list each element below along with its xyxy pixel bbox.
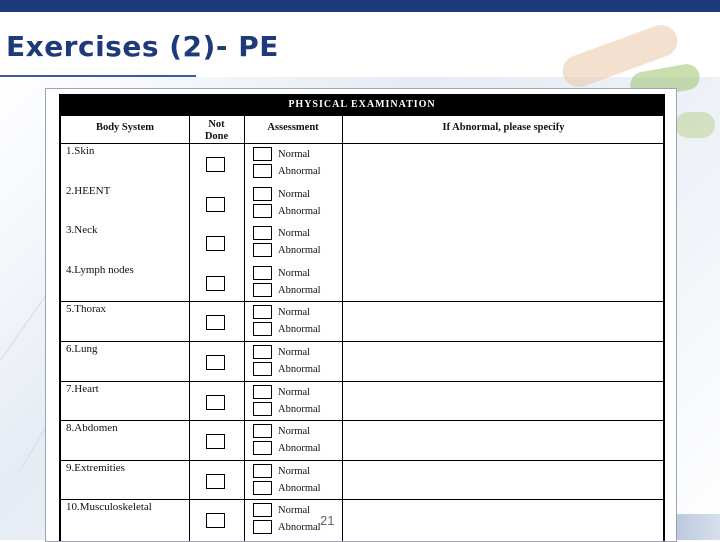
table-row [61,460,663,500]
abnormal-checkbox[interactable] [253,204,272,218]
normal-option-label: Normal [278,267,311,279]
row-divider [61,301,663,302]
normal-option-label: Normal [278,465,311,477]
not-done-checkbox[interactable] [206,197,225,212]
normal-option-label: Normal [278,386,311,398]
normal-option-label: Normal [278,307,311,319]
not-done-checkbox[interactable] [206,513,225,528]
row-divider [61,341,663,342]
not-done-checkbox[interactable] [206,434,225,449]
column-header-body-system: Body System [95,122,155,133]
body-system-label: 7.Heart [66,382,99,395]
table-row [61,262,663,302]
body-system-label: 1.Skin [66,145,95,157]
not-done-checkbox[interactable] [206,157,225,172]
table-row [61,420,663,460]
page-number: 21 [320,513,335,528]
abnormal-checkbox[interactable] [253,441,272,455]
body-system-label: 3.Neck [66,224,98,237]
normal-checkbox[interactable] [253,266,272,280]
row-divider [61,499,663,500]
body-system-label: 8.Abdomen [66,422,118,435]
body-system-label: 9.Extremities [66,461,125,474]
form-grid [59,116,665,541]
normal-checkbox[interactable] [253,187,272,201]
not-done-checkbox[interactable] [206,315,225,330]
top-accent-bar [0,0,720,12]
body-system-label: 10.Musculoskeletal [66,501,152,514]
abnormal-checkbox[interactable] [253,283,272,297]
abnormal-option-label: Abnormal [278,166,321,177]
body-system-label: 4.Lymph nodes [66,263,134,276]
row-divider [61,420,663,421]
table-row [61,381,663,421]
decorative-pill [675,112,715,138]
table-row [61,143,663,183]
table-row [61,301,663,341]
normal-checkbox[interactable] [253,464,272,478]
not-done-checkbox[interactable] [206,395,225,410]
abnormal-option-label: Abnormal [278,205,321,217]
abnormal-checkbox[interactable] [253,243,272,257]
abnormal-checkbox[interactable] [253,164,272,178]
abnormal-option-label: Abnormal [278,522,321,534]
abnormal-checkbox[interactable] [253,322,272,336]
abnormal-option-label: Abnormal [278,284,321,296]
body-system-label: 5.Thorax [66,303,107,316]
not-done-checkbox[interactable] [206,236,225,251]
abnormal-checkbox[interactable] [253,520,272,534]
slide-title: Exercises (2)- PE [6,30,279,63]
normal-option-label: Normal [278,347,311,358]
form-header: PHYSICAL EXAMINATION [59,94,665,116]
abnormal-option-label: Abnormal [278,245,321,257]
abnormal-option-label: Abnormal [278,403,321,415]
not-done-checkbox[interactable] [206,355,225,370]
normal-checkbox[interactable] [253,424,272,438]
normal-option-label: Normal [278,188,311,200]
physical-examination-form [59,94,665,541]
abnormal-option-label: Abnormal [278,364,321,375]
not-done-checkbox[interactable] [206,474,225,489]
normal-checkbox[interactable] [253,385,272,399]
normal-option-label: Normal [278,228,311,240]
row-divider [61,460,663,461]
table-row [61,183,663,223]
normal-checkbox[interactable] [253,226,272,240]
normal-option-label: Normal [278,426,311,438]
normal-checkbox[interactable] [253,305,272,319]
form-image-frame [45,88,677,542]
table-row [61,499,663,539]
abnormal-option-label: Abnormal [278,324,321,336]
column-header-not-done: Not Done [204,119,229,142]
bottom-band [670,514,720,540]
table-row [61,341,663,381]
normal-option-label: Normal [278,505,311,517]
abnormal-checkbox[interactable] [253,481,272,495]
normal-checkbox[interactable] [253,147,272,161]
table-row [61,222,663,262]
body-system-label: 2.HEENT [66,184,111,197]
column-header-specify: If Abnormal, please specify [442,122,565,133]
normal-checkbox[interactable] [253,503,272,517]
abnormal-option-label: Abnormal [278,482,321,494]
title-underline [0,75,196,77]
normal-option-label: Normal [278,149,311,160]
abnormal-option-label: Abnormal [278,443,321,455]
column-header-assessment: Assessment [267,122,319,133]
body-system-label: 6.Lung [66,343,98,355]
abnormal-checkbox[interactable] [253,362,272,376]
normal-checkbox[interactable] [253,345,272,359]
row-divider [61,381,663,382]
abnormal-checkbox[interactable] [253,402,272,416]
not-done-checkbox[interactable] [206,276,225,291]
